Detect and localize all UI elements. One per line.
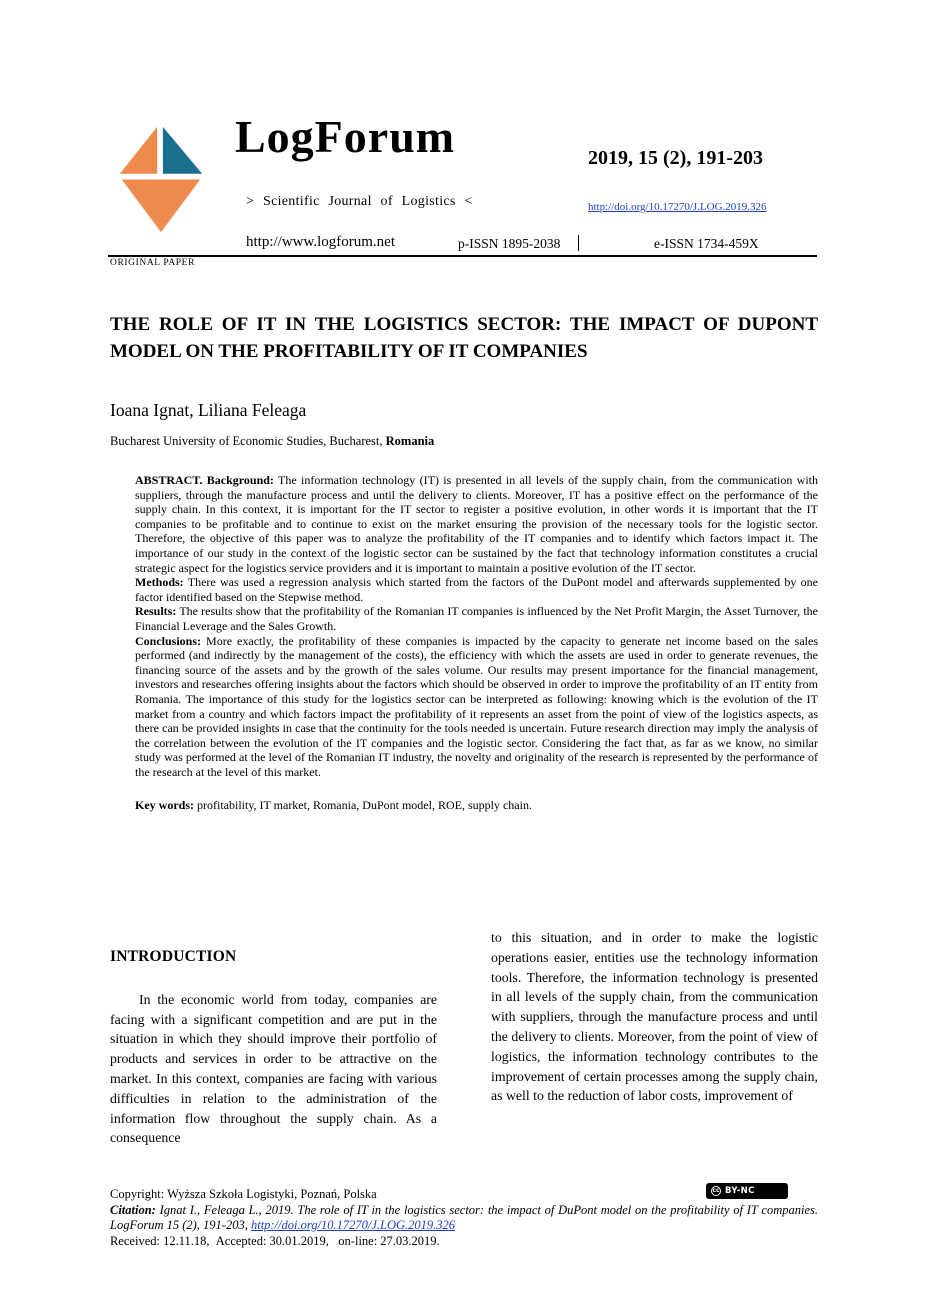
logo-bottom-triangle <box>122 180 200 233</box>
abstract-methods-label: Methods: <box>135 575 184 590</box>
issn-divider <box>578 235 579 251</box>
journal-name: LogForum <box>235 111 456 162</box>
citation-line <box>110 1203 818 1234</box>
journal-website: http://www.logforum.net <box>246 234 396 250</box>
received-line: Received: 12.11.18, Accepted: 30.01.2019, on-line: 27.03.2019. <box>110 1233 440 1248</box>
affiliation-country: Romania <box>385 434 435 448</box>
abstract-conclusions-text: More exactly, the profitability of these companies is impacted by the capacity to generate net income based on the sales performed (and indirectly by the management of the costs), the efficiency with which the assets are used in order to generate revenues, the financing source of the assets and by the growth of the sales volume. Our results may present importance for the financial management, investors and researches offering insights about the factors which should be observed in order to improve the profitability of an IT entity from Romania. The importance of this study for the logistics sector can be interpreted as following: knowing which is the evolution of the IT market from a country and which factors impact the profitability of it represents an asset from the point of view of the logistics aspects, as there can be provided insights in case that the continuity for the tools needed is uncertain. Future research direction may imply the analysis of the correlation between the evolution of the IT companies and the logistic sector. Considering the fact that, as far as we know, no similar study was performed at the level of the Romanian IT industry, the novelty and originality of the research is represented by the performance of the research at the level of this market. <box>135 633 818 779</box>
abstract-results-paragraph <box>135 604 818 633</box>
copyright-line: Copyright: Wyższa Szkoła Logistyki, Poznań, Polska <box>110 1187 377 1201</box>
journal-tagline: > Scientific Journal of Logistics < <box>246 194 473 209</box>
abstract-conclusions-label: Conclusions: <box>135 633 202 648</box>
article-authors: Ioana Ignat, Liliana Feleaga <box>110 400 307 420</box>
cc-icon: cc <box>712 1187 720 1194</box>
electronic-issn: e-ISSN 1734-459X <box>654 236 759 251</box>
citation-doi-link[interactable]: http://doi.org/10.17270/J.LOG.2019.326 <box>250 1218 456 1233</box>
citation-text: Ignat I., Feleaga L., 2019. The role of IT in the logistics sector: the impact of DuPont model on the profitability of IT companies. LogForum 15 (2), 191-203, <box>110 1202 818 1233</box>
abstract-results-text: The results show that the profitability of the Romanian IT companies is influenced by the Net Profit Margin, the Asset Turnover, the Financial Leverage and the Sales Growth. <box>135 604 818 633</box>
two-column-body <box>110 928 818 1148</box>
cc-by-nc-badge[interactable] <box>707 1184 787 1198</box>
citation-label: Citation: <box>110 1202 156 1217</box>
abstract-background-label: ABSTRACT. Background: <box>135 473 274 487</box>
abstract-block <box>135 473 818 813</box>
abstract-methods-text: There was used a regression analysis which started from the factors of the DuPont model and afterwards supplemented by one factor identified based on the Stepwise method. <box>135 575 818 604</box>
logo-left-triangle <box>120 127 157 174</box>
affiliation-text: Bucharest University of Economic Studies, Bucharest, <box>110 434 386 448</box>
article-title: THE ROLE OF IT IN THE LOGISTICS SECTOR: THE IMPACT OF DUPONT MODEL ON THE PROFITABILITY OF IT COMPANIES <box>110 314 818 362</box>
doi-link[interactable]: http://doi.org/10.17270/J.LOG.2019.326 <box>588 201 767 213</box>
abstract-results-label: Results: <box>135 604 177 619</box>
keywords-label: Key words: <box>135 798 194 813</box>
abstract-background-text: The information technology (IT) is presented in all levels of the supply chain, from the communication with suppliers, through the manufacture process and until the delivery to clients. Moreover, IT has a positive effect on the performance of the supply chain. In this context, it is important for the IT sector to register a positive evolution, in other words it is important that the IT companies to be profitable and to continue to exist on the market ensuring the provision of the necessary tools for the logistic sector. Therefore, the objective of this paper was to analyze the profitability of the IT companies and to identify which factors impact it. The importance of our study in the context of the logistic sector can be sustained by the fact that technology information constitutes a crucial strategic aspect for the logistics service providers and it is important to maintain a positive evolution of the IT sector. <box>135 473 818 575</box>
introduction-paragraph-right: to this situation, and in order to make the logistic operations easier, entities use the technology information tools. Therefore, the information technology is presented in all levels of the supply chain, from the communication with suppliers, through the manufacture process and until the delivery to clients. Moreover, from the point of view of logistics, the information technology contributes to the improvement of certain processes among the supply chain, as well to the reduction of labor costs, improvement of <box>491 930 818 1104</box>
abstract-methods-paragraph <box>135 575 818 604</box>
abstract-conclusions-paragraph <box>135 634 818 780</box>
header-rule <box>108 255 817 257</box>
article-affiliation <box>110 434 434 449</box>
abstract-background-paragraph <box>135 473 818 575</box>
logo-diamond-icon <box>117 123 205 236</box>
issue-info: 2019, 15 (2), 191-203 <box>588 147 763 169</box>
logforum-logo <box>117 123 205 241</box>
column-left <box>110 928 437 1148</box>
section-heading-introduction: INTRODUCTION <box>110 948 237 965</box>
cc-license-label: BY-NC <box>725 1186 755 1196</box>
print-issn: p-ISSN 1895-2038 <box>458 236 561 251</box>
introduction-paragraph-left: In the economic world from today, companies are facing with a significant competition and are put in the situation in which they should improve their portfolio of products and services in order to be attractive on the market. In this context, companies are facing with various difficulties in relation to the administration of the information flow throughout the supply chain. As a consequence <box>110 991 437 1146</box>
keywords-paragraph <box>135 798 818 813</box>
keywords-text: profitability, IT market, Romania, DuPont model, ROE, supply chain. <box>197 798 532 813</box>
paper-type-label: ORIGINAL PAPER <box>110 258 196 268</box>
logo-top-right-triangle <box>163 127 202 174</box>
column-right <box>491 928 818 1148</box>
